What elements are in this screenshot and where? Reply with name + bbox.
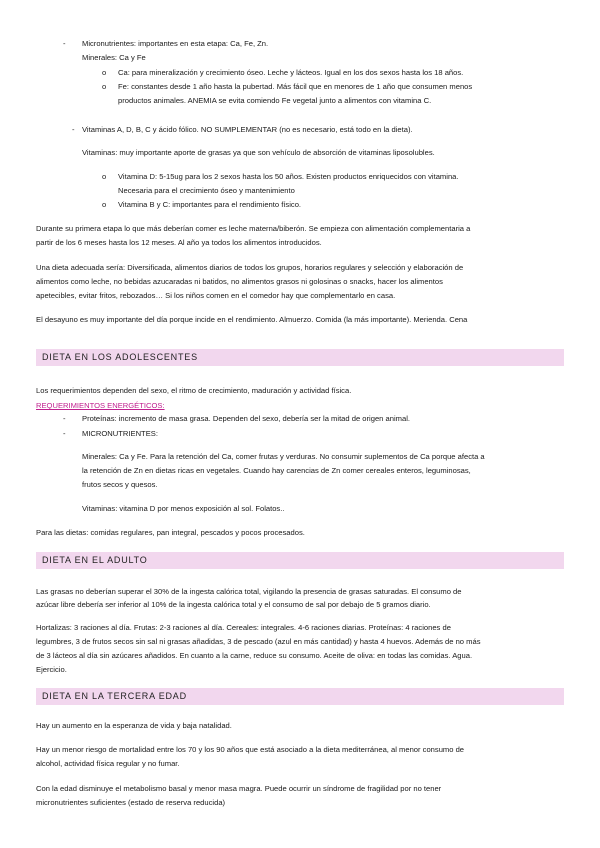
durante-line-1: Durante su primera etapa lo que más deberían comer es leche materna/biberón. Se empieza con alimentación complementaria a [36, 224, 471, 233]
section-header-adolescentes: DIETA EN LOS ADOLESCENTES [36, 349, 564, 366]
dieta-adecuada-line-1: Una dieta adecuada sería: Diversificada, alimentos diarios de todos los grupos, horarios regulares y selección y elaboración de [36, 263, 464, 272]
micronutrients-item: MICRONUTRIENTES: [82, 429, 158, 438]
minerals-line: Minerales: Ca y Fe [82, 53, 146, 62]
adult-fats-line-1: Las grasas no deberían superar el 30% de la ingesta calórica total, vigilando la presencia de grasas saturadas. El consumo de [36, 587, 462, 596]
fe-item-line-2: productos animales. ANEMIA se evita comiendo Fe vegetal junto a alimentos con vitamina C. [118, 96, 432, 105]
adult-foods-line-1: Hortalizas: 3 raciones al día. Frutas: 2-3 raciones al día. Cereales: integrales. 4-6 raciones diarias. Proteínas: 4 raciones de [36, 623, 451, 632]
minerals-line-2: la retención de Zn en dietas ricas en vegetales. Cuando hay carencias de Zn comer cereales enteros, leguminosas, [82, 466, 471, 475]
adult-foods-line-4: Ejercicio. [36, 665, 67, 674]
requirements-intro: Los requerimientos dependen del sexo, el ritmo de crecimiento, maduración y actividad física. [36, 386, 352, 395]
circle-bullet: o [102, 68, 107, 77]
desayuno-paragraph: El desayuno es muy importante del día porque incide en el rendimiento. Almuerzo. Comida (la más importante). Merienda. Cena [36, 315, 468, 324]
dash-bullet: - [63, 39, 66, 48]
elderly-paragraph-2-line-1: Hay un menor riesgo de mortalidad entre los 70 y los 90 años que está asociado a la dieta mediterránea, al menor consumo de [36, 745, 465, 754]
elderly-paragraph-2-line-2: alcohol, actividad física regular y no fumar. [36, 759, 180, 768]
elderly-paragraph-1: Hay un aumento en la esperanza de vida y baja natalidad. [36, 721, 232, 730]
adult-fats-line-2: azúcar libre debería ser inferior al 10% de la ingesta calórica total y el consumo de sal por debajo de 5 gramos diario. [36, 600, 431, 609]
section-header-tercera-edad: DIETA EN LA TERCERA EDAD [36, 688, 564, 705]
ca-item: Ca: para mineralización y crecimiento óseo. Leche y lácteos. Igual en los dos sexos hasta los 18 años. [118, 68, 464, 77]
durante-line-2: partir de los 6 meses hasta los 12 meses. Al año ya todos los alimentos introducidos. [36, 238, 322, 247]
circle-bullet: o [102, 82, 107, 91]
vitamins-description: Vitaminas: muy importante aporte de grasas ya que son vehículo de absorción de vitaminas liposolubles. [82, 148, 435, 157]
energy-requirements-heading: REQUERIMIENTOS ENERGÉTICOS: [36, 401, 165, 410]
dieta-adecuada-line-2: alimentos como leche, no bebidas azucaradas ni batidos, no alimentos grasos ni golosinas o snacks, hacer los alimentos [36, 277, 443, 286]
para-las-dietas: Para las dietas: comidas regulares, pan integral, pescados y pocos procesados. [36, 528, 305, 537]
vitamin-d-line-2: Necesaria para el crecimiento óseo y mantenimiento [118, 186, 295, 195]
circle-bullet: o [102, 200, 107, 209]
vitamin-b-item: Vitamina B y C: importantes para el rendimiento físico. [118, 200, 302, 209]
fe-item-line-1: Fe: constantes desde 1 año hasta la pubertad. Más fácil que en menores de 1 año que consumen menos [118, 82, 473, 91]
vitamins-line: Vitaminas A, D, B, C y ácido fólico. NO SUMPLEMENTAR (no es necesario, está todo en la dieta). [82, 125, 413, 134]
dash-bullet: - [63, 429, 66, 438]
dash-bullet: - [63, 414, 66, 423]
section-header-adulto: DIETA EN EL ADULTO [36, 552, 564, 569]
dieta-adecuada-line-3: apetecibles, evitar fritos, rebozados… Si los niños comen en el comedor hay que complementarlo en casa. [36, 291, 396, 300]
dash-bullet: - [72, 125, 75, 134]
elderly-paragraph-3-line-1: Con la edad disminuye el metabolismo basal y menor masa magra. Puede ocurrir un síndrome de fragilidad por no tener [36, 784, 442, 793]
adult-foods-line-2: legumbres, 3 de frutos secos sin sal ni grasas añadidas, 3 de pescado (azul en más cantidad) y hasta 4 huevos. Además de no más [36, 637, 481, 646]
adolescent-vitamins: Vitaminas: vitamina D por menos exposición al sol. Folatos.. [82, 504, 285, 513]
vitamin-d-line-1: Vitamina D: 5-15ug para los 2 sexos hasta los 50 años. Existen productos enriquecidos con vitamina. [118, 172, 459, 181]
elderly-paragraph-3-line-2: micronutrientes suficientes (estado de reserva reducida) [36, 798, 226, 807]
circle-bullet: o [102, 172, 107, 181]
adult-foods-line-3: de 3 lácteos al día sin azúcares añadidos. En cuanto a la carne, reduce su consumo. Aceite de oliva: en todas las comidas. Agua. [36, 651, 473, 660]
minerals-line-1: Minerales: Ca y Fe. Para la retención del Ca, comer frutas y verduras. No consumir suplementos de Ca porque afecta a [82, 452, 485, 461]
minerals-line-3: frutos secos y quesos. [82, 480, 158, 489]
micronutrients-title: Micronutrientes: importantes en esta etapa: Ca, Fe, Zn. [82, 39, 269, 48]
proteins-item: Proteínas: incremento de masa grasa. Dependen del sexo, debería ser la mitad de origen animal. [82, 414, 410, 423]
